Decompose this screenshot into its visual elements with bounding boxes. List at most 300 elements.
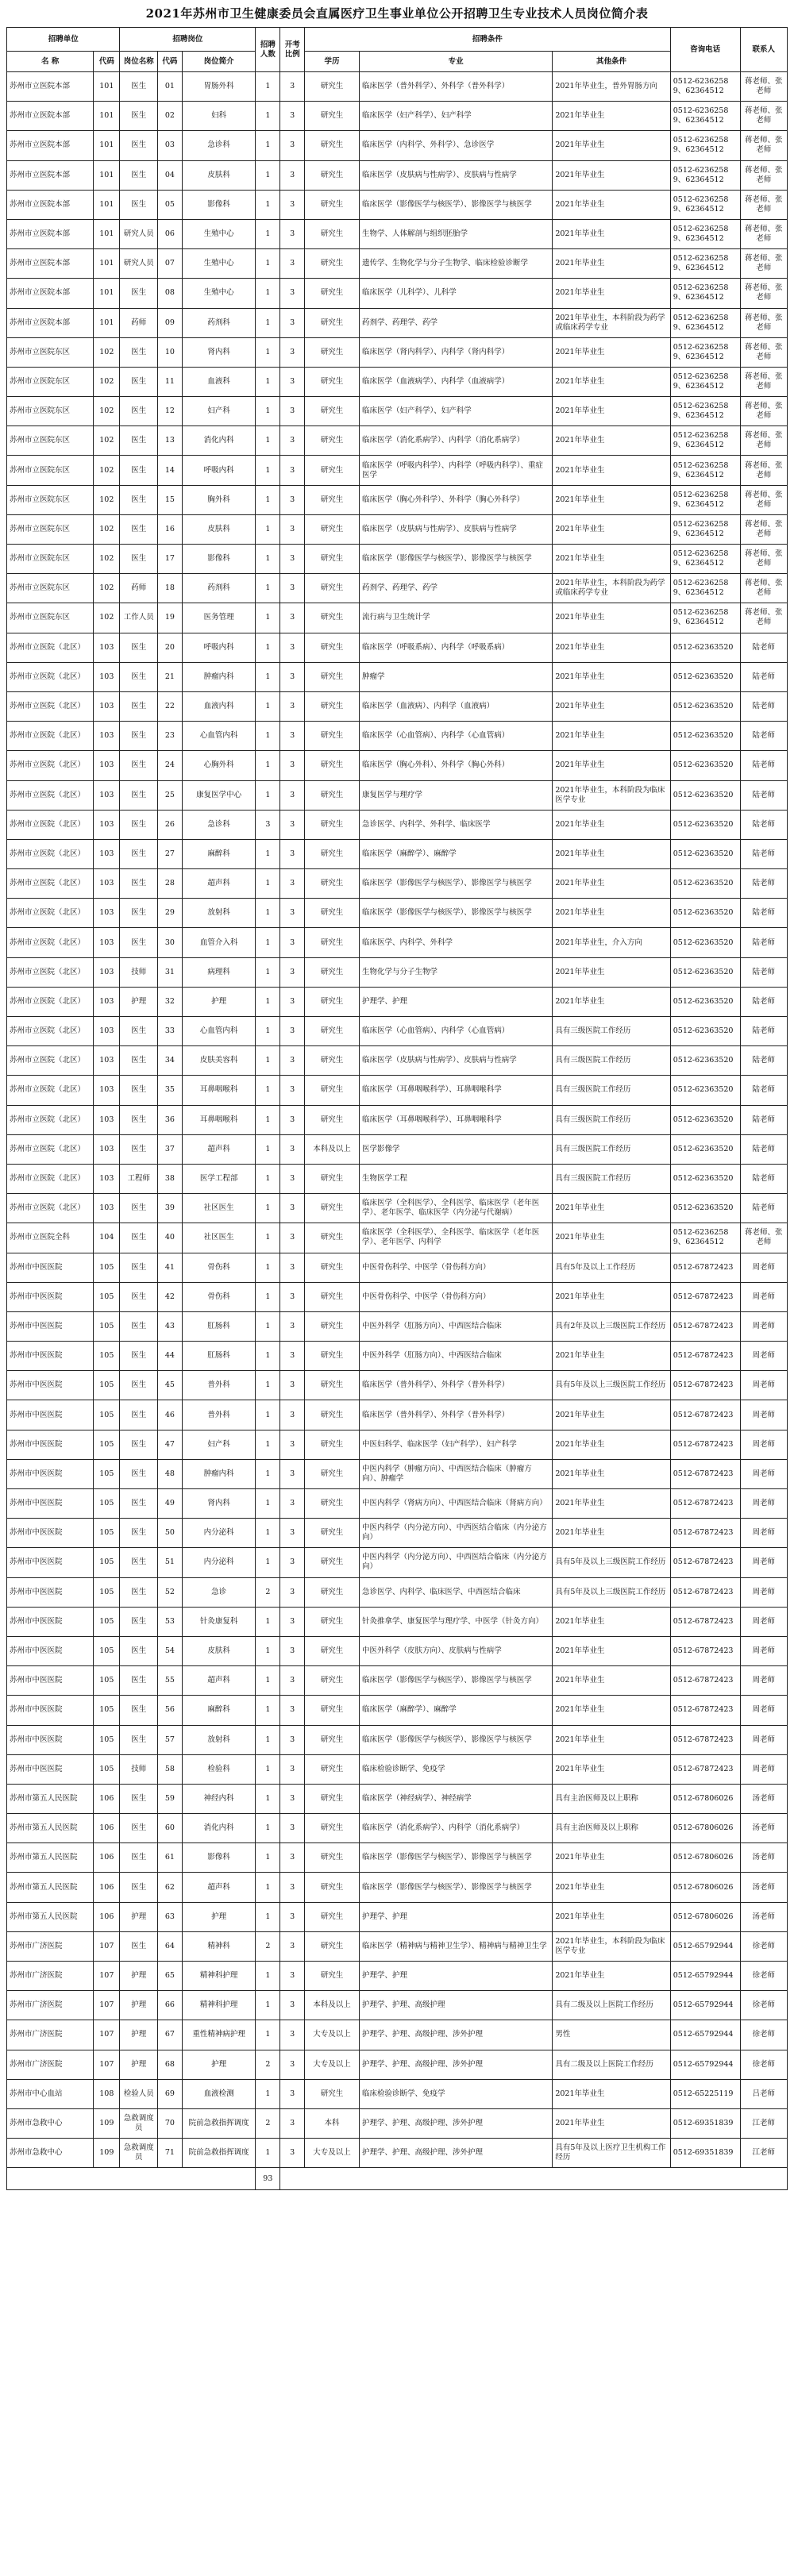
ratio-cell: 3 bbox=[280, 2020, 305, 2050]
major-cell: 急诊医学、内科学、外科学、临床医学 bbox=[359, 810, 552, 839]
contact-cell: 陆老师 bbox=[740, 780, 787, 810]
phone-cell: 0512-67872423 bbox=[670, 1636, 740, 1665]
major-cell: 临床医学（影像医学与核医学）、影像医学与核医学 bbox=[359, 545, 552, 574]
phone-cell: 0512-67806026 bbox=[670, 1784, 740, 1813]
degree-cell: 研究生 bbox=[305, 1017, 360, 1046]
ratio-cell: 3 bbox=[280, 2050, 305, 2079]
post-name-cell: 医生 bbox=[120, 1843, 157, 1873]
post-code-cell: 52 bbox=[157, 1577, 182, 1607]
major-cell: 临床医学（血液病学）、内科学（血液病学） bbox=[359, 367, 552, 396]
post-code-cell: 15 bbox=[157, 485, 182, 514]
ratio-cell: 3 bbox=[280, 1962, 305, 1991]
phone-cell: 0512-62362589、62364512 bbox=[670, 397, 740, 426]
unit-name-cell: 苏州市立医院（北区） bbox=[7, 780, 94, 810]
contact-cell: 陆老师 bbox=[740, 928, 787, 957]
phone-cell: 0512-69351839 bbox=[670, 2108, 740, 2138]
phone-cell: 0512-67872423 bbox=[670, 1430, 740, 1459]
major-cell: 中医骨伤科学、中医学（骨伤科方向） bbox=[359, 1282, 552, 1311]
post-name-cell: 医生 bbox=[120, 1548, 157, 1577]
num-cell: 1 bbox=[256, 308, 280, 337]
unit-code-cell: 106 bbox=[94, 1784, 120, 1813]
post-name-cell: 医生 bbox=[120, 545, 157, 574]
table-row bbox=[7, 987, 788, 1016]
unit-code-cell: 105 bbox=[94, 1371, 120, 1400]
degree-cell: 研究生 bbox=[305, 249, 360, 279]
major-cell: 临床医学（耳鼻咽喉科学）、耳鼻咽喉科学 bbox=[359, 1105, 552, 1134]
positions-table bbox=[6, 27, 788, 2190]
unit-code-cell: 106 bbox=[94, 1902, 120, 1931]
num-cell: 1 bbox=[256, 869, 280, 899]
post-desc-cell: 精神科护理 bbox=[182, 1991, 256, 2020]
major-cell: 中医内科学（肿瘤方向）、中西医结合临床（肿瘤方向）、肿瘤学 bbox=[359, 1459, 552, 1488]
header-unit-code: 代码 bbox=[94, 52, 120, 72]
ratio-cell: 3 bbox=[280, 456, 305, 485]
num-cell: 1 bbox=[256, 1725, 280, 1754]
phone-cell: 0512-62362589、62364512 bbox=[670, 308, 740, 337]
unit-name-cell: 苏州市立医院本部 bbox=[7, 308, 94, 337]
major-cell: 临床检验诊断学、免疫学 bbox=[359, 1754, 552, 1784]
contact-cell: 蒋老师、张老师 bbox=[740, 72, 787, 102]
post-name-cell: 医生 bbox=[120, 1696, 157, 1725]
other-cell: 2021年毕业生 bbox=[553, 1607, 670, 1636]
post-name-cell: 工作人员 bbox=[120, 603, 157, 633]
degree-cell: 研究生 bbox=[305, 691, 360, 721]
unit-name-cell: 苏州市中医医院 bbox=[7, 1577, 94, 1607]
post-code-cell: 14 bbox=[157, 456, 182, 485]
contact-cell: 徐老师 bbox=[740, 2020, 787, 2050]
ratio-cell: 3 bbox=[280, 2079, 305, 2108]
unit-code-cell: 105 bbox=[94, 1430, 120, 1459]
other-cell: 2021年毕业生 bbox=[553, 102, 670, 131]
ratio-cell: 3 bbox=[280, 1873, 305, 1902]
phone-cell: 0512-67872423 bbox=[670, 1725, 740, 1754]
post-code-cell: 47 bbox=[157, 1430, 182, 1459]
other-cell: 2021年毕业生 bbox=[553, 1843, 670, 1873]
degree-cell: 研究生 bbox=[305, 839, 360, 868]
post-name-cell: 医生 bbox=[120, 869, 157, 899]
ratio-cell: 3 bbox=[280, 810, 305, 839]
unit-name-cell: 苏州市立医院（北区） bbox=[7, 1076, 94, 1105]
unit-code-cell: 102 bbox=[94, 545, 120, 574]
post-code-cell: 22 bbox=[157, 691, 182, 721]
post-desc-cell: 精神科护理 bbox=[182, 1962, 256, 1991]
phone-cell: 0512-62362589、62364512 bbox=[670, 72, 740, 102]
unit-name-cell: 苏州市中医医院 bbox=[7, 1666, 94, 1696]
phone-cell: 0512-67872423 bbox=[670, 1696, 740, 1725]
post-name-cell: 护理 bbox=[120, 2020, 157, 2050]
ratio-cell: 3 bbox=[280, 1784, 305, 1813]
table-row bbox=[7, 1046, 788, 1076]
num-cell: 2 bbox=[256, 1931, 280, 1961]
post-code-cell: 56 bbox=[157, 1696, 182, 1725]
post-name-cell: 医生 bbox=[120, 1519, 157, 1548]
other-cell: 2021年毕业生 bbox=[553, 751, 670, 780]
contact-cell: 蒋老师、张老师 bbox=[740, 603, 787, 633]
unit-name-cell: 苏州市立医院（北区） bbox=[7, 928, 94, 957]
phone-cell: 0512-62362589、62364512 bbox=[670, 160, 740, 190]
contact-cell: 蒋老师、张老师 bbox=[740, 574, 787, 603]
num-cell: 1 bbox=[256, 397, 280, 426]
phone-cell: 0512-62363520 bbox=[670, 1076, 740, 1105]
post-desc-cell: 骨伤科 bbox=[182, 1282, 256, 1311]
other-cell: 具有三级医院工作经历 bbox=[553, 1046, 670, 1076]
other-cell: 2021年毕业生 bbox=[553, 279, 670, 308]
ratio-cell: 3 bbox=[280, 1814, 305, 1843]
num-cell: 1 bbox=[256, 1046, 280, 1076]
phone-cell: 0512-62363520 bbox=[670, 1046, 740, 1076]
unit-name-cell: 苏州市立医院（北区） bbox=[7, 662, 94, 691]
ratio-cell: 3 bbox=[280, 722, 305, 751]
num-cell: 1 bbox=[256, 1754, 280, 1784]
ratio-cell: 3 bbox=[280, 1991, 305, 2020]
num-cell: 1 bbox=[256, 691, 280, 721]
header-post-group: 招聘岗位 bbox=[120, 28, 256, 52]
major-cell: 临床医学（呼吸内科学）、内科学（呼吸内科学）、重症医学 bbox=[359, 456, 552, 485]
phone-cell: 0512-62362589、62364512 bbox=[670, 367, 740, 396]
num-cell: 1 bbox=[256, 1134, 280, 1164]
ratio-cell: 3 bbox=[280, 1754, 305, 1784]
major-cell: 护理学、护理、高级护理、涉外护理 bbox=[359, 2139, 552, 2168]
num-cell: 1 bbox=[256, 1371, 280, 1400]
unit-code-cell: 105 bbox=[94, 1400, 120, 1430]
degree-cell: 大专及以上 bbox=[305, 2139, 360, 2168]
major-cell: 生物医学工程 bbox=[359, 1164, 552, 1193]
post-name-cell: 医生 bbox=[120, 1134, 157, 1164]
table-row bbox=[7, 1519, 788, 1548]
unit-code-cell: 102 bbox=[94, 603, 120, 633]
ratio-cell: 3 bbox=[280, 279, 305, 308]
other-cell: 具有5年及以上三级医院工作经历 bbox=[553, 1577, 670, 1607]
post-desc-cell: 生殖中心 bbox=[182, 219, 256, 248]
degree-cell: 研究生 bbox=[305, 1962, 360, 1991]
contact-cell: 蒋老师、张老师 bbox=[740, 367, 787, 396]
ratio-cell: 3 bbox=[280, 426, 305, 456]
other-cell: 2021年毕业生 bbox=[553, 249, 670, 279]
ratio-cell: 3 bbox=[280, 131, 305, 160]
num-cell: 1 bbox=[256, 279, 280, 308]
contact-cell: 陆老师 bbox=[740, 1017, 787, 1046]
post-desc-cell: 妇产科 bbox=[182, 1430, 256, 1459]
table-row bbox=[7, 1311, 788, 1341]
post-code-cell: 36 bbox=[157, 1105, 182, 1134]
other-cell: 2021年毕业生 bbox=[553, 1666, 670, 1696]
contact-cell: 陆老师 bbox=[740, 869, 787, 899]
unit-code-cell: 103 bbox=[94, 928, 120, 957]
degree-cell: 研究生 bbox=[305, 1843, 360, 1873]
post-name-cell: 药师 bbox=[120, 308, 157, 337]
post-code-cell: 42 bbox=[157, 1282, 182, 1311]
post-name-cell: 医生 bbox=[120, 839, 157, 868]
table-row bbox=[7, 397, 788, 426]
post-desc-cell: 社区医生 bbox=[182, 1194, 256, 1223]
post-name-cell: 医生 bbox=[120, 1311, 157, 1341]
unit-name-cell: 苏州市立医院（北区） bbox=[7, 1164, 94, 1193]
post-desc-cell: 院前急救指挥调度 bbox=[182, 2139, 256, 2168]
table-row bbox=[7, 839, 788, 868]
num-cell: 1 bbox=[256, 1548, 280, 1577]
phone-cell: 0512-62363520 bbox=[670, 869, 740, 899]
unit-code-cell: 103 bbox=[94, 1105, 120, 1134]
other-cell: 2021年毕业生 bbox=[553, 1342, 670, 1371]
table-row bbox=[7, 160, 788, 190]
table-row bbox=[7, 279, 788, 308]
header-ratio: 开考比例 bbox=[280, 28, 305, 72]
contact-cell: 蒋老师、张老师 bbox=[740, 190, 787, 219]
table-row bbox=[7, 1400, 788, 1430]
other-cell: 具有5年及以上医疗卫生机构工作经历 bbox=[553, 2139, 670, 2168]
unit-code-cell: 105 bbox=[94, 1666, 120, 1696]
major-cell: 临床医学（儿科学）、儿科学 bbox=[359, 279, 552, 308]
num-cell: 1 bbox=[256, 1991, 280, 2020]
num-cell: 1 bbox=[256, 633, 280, 662]
unit-name-cell: 苏州市立医院东区 bbox=[7, 426, 94, 456]
ratio-cell: 3 bbox=[280, 1282, 305, 1311]
post-desc-cell: 神经内科 bbox=[182, 1784, 256, 1813]
post-name-cell: 医生 bbox=[120, 1607, 157, 1636]
table-row bbox=[7, 1076, 788, 1105]
other-cell: 2021年毕业生 bbox=[553, 514, 670, 544]
post-desc-cell: 麻醉科 bbox=[182, 839, 256, 868]
contact-cell: 周老师 bbox=[740, 1696, 787, 1725]
phone-cell: 0512-62362589、62364512 bbox=[670, 279, 740, 308]
major-cell: 中医内科学（内分泌方向）、中西医结合临床（内分泌方向） bbox=[359, 1519, 552, 1548]
table-row bbox=[7, 1282, 788, 1311]
major-cell: 临床医学（普外科学）、外科学（普外科学） bbox=[359, 72, 552, 102]
degree-cell: 研究生 bbox=[305, 219, 360, 248]
post-desc-cell: 影像科 bbox=[182, 190, 256, 219]
total-filler bbox=[280, 2168, 788, 2190]
contact-cell: 周老师 bbox=[740, 1607, 787, 1636]
post-code-cell: 41 bbox=[157, 1253, 182, 1282]
phone-cell: 0512-62363520 bbox=[670, 633, 740, 662]
num-cell: 1 bbox=[256, 722, 280, 751]
unit-code-cell: 103 bbox=[94, 1017, 120, 1046]
post-desc-cell: 血液内科 bbox=[182, 691, 256, 721]
post-desc-cell: 急诊科 bbox=[182, 810, 256, 839]
post-code-cell: 35 bbox=[157, 1076, 182, 1105]
num-cell: 2 bbox=[256, 2050, 280, 2079]
post-desc-cell: 呼吸内科 bbox=[182, 633, 256, 662]
unit-name-cell: 苏州市中医医院 bbox=[7, 1400, 94, 1430]
unit-code-cell: 102 bbox=[94, 574, 120, 603]
phone-cell: 0512-62363520 bbox=[670, 1194, 740, 1223]
num-cell: 2 bbox=[256, 2108, 280, 2138]
contact-cell: 周老师 bbox=[740, 1666, 787, 1696]
other-cell: 具有5年及以上工作经历 bbox=[553, 1253, 670, 1282]
post-code-cell: 48 bbox=[157, 1459, 182, 1488]
table-row bbox=[7, 957, 788, 987]
degree-cell: 研究生 bbox=[305, 1754, 360, 1784]
degree-cell: 研究生 bbox=[305, 1046, 360, 1076]
post-desc-cell: 血液检测 bbox=[182, 2079, 256, 2108]
major-cell: 临床医学（胸心外科学）、外科学（胸心外科学） bbox=[359, 485, 552, 514]
table-row bbox=[7, 928, 788, 957]
unit-code-cell: 101 bbox=[94, 131, 120, 160]
ratio-cell: 3 bbox=[280, 1931, 305, 1961]
unit-name-cell: 苏州市立医院本部 bbox=[7, 249, 94, 279]
unit-name-cell: 苏州市立医院本部 bbox=[7, 160, 94, 190]
post-desc-cell: 血管介入科 bbox=[182, 928, 256, 957]
other-cell: 具有三级医院工作经历 bbox=[553, 1017, 670, 1046]
major-cell: 临床医学（心血管病）、内科学（心血管病） bbox=[359, 1017, 552, 1046]
major-cell: 临床医学（肾内科学）、内科学（肾内科学） bbox=[359, 337, 552, 367]
degree-cell: 研究生 bbox=[305, 662, 360, 691]
num-cell: 1 bbox=[256, 1902, 280, 1931]
unit-code-cell: 104 bbox=[94, 1223, 120, 1253]
post-desc-cell: 放射科 bbox=[182, 1725, 256, 1754]
post-code-cell: 26 bbox=[157, 810, 182, 839]
post-name-cell: 医生 bbox=[120, 1666, 157, 1696]
major-cell: 肿瘤学 bbox=[359, 662, 552, 691]
other-cell: 2021年毕业生 bbox=[553, 160, 670, 190]
contact-cell: 周老师 bbox=[740, 1489, 787, 1519]
unit-name-cell: 苏州市急救中心 bbox=[7, 2139, 94, 2168]
num-cell: 1 bbox=[256, 367, 280, 396]
degree-cell: 研究生 bbox=[305, 426, 360, 456]
degree-cell: 研究生 bbox=[305, 1164, 360, 1193]
phone-cell: 0512-62363520 bbox=[670, 1017, 740, 1046]
header-unit-name: 名 称 bbox=[7, 52, 94, 72]
ratio-cell: 3 bbox=[280, 485, 305, 514]
phone-cell: 0512-67806026 bbox=[670, 1902, 740, 1931]
post-name-cell: 护理 bbox=[120, 1962, 157, 1991]
header-num: 招聘人数 bbox=[256, 28, 280, 72]
other-cell: 2021年毕业生 bbox=[553, 2108, 670, 2138]
other-cell: 2021年毕业生 bbox=[553, 1223, 670, 1253]
phone-cell: 0512-62363520 bbox=[670, 662, 740, 691]
unit-code-cell: 105 bbox=[94, 1548, 120, 1577]
num-cell: 1 bbox=[256, 662, 280, 691]
major-cell: 护理学、护理、高级护理、涉外护理 bbox=[359, 2050, 552, 2079]
ratio-cell: 3 bbox=[280, 1371, 305, 1400]
post-desc-cell: 生殖中心 bbox=[182, 249, 256, 279]
num-cell: 1 bbox=[256, 957, 280, 987]
post-code-cell: 16 bbox=[157, 514, 182, 544]
post-desc-cell: 精神科 bbox=[182, 1931, 256, 1961]
post-name-cell: 护理 bbox=[120, 2050, 157, 2079]
other-cell: 具有三级医院工作经历 bbox=[553, 1076, 670, 1105]
major-cell: 临床医学（呼吸系病）、内科学（呼吸系病） bbox=[359, 633, 552, 662]
unit-name-cell: 苏州市立医院本部 bbox=[7, 72, 94, 102]
phone-cell: 0512-65792944 bbox=[670, 1991, 740, 2020]
ratio-cell: 3 bbox=[280, 1459, 305, 1488]
other-cell: 2021年毕业生 bbox=[553, 899, 670, 928]
unit-name-cell: 苏州市第五人民医院 bbox=[7, 1843, 94, 1873]
num-cell: 1 bbox=[256, 249, 280, 279]
table-row bbox=[7, 1489, 788, 1519]
contact-cell: 蒋老师、张老师 bbox=[740, 337, 787, 367]
degree-cell: 研究生 bbox=[305, 574, 360, 603]
post-code-cell: 34 bbox=[157, 1046, 182, 1076]
post-name-cell: 医生 bbox=[120, 810, 157, 839]
contact-cell: 周老师 bbox=[740, 1577, 787, 1607]
unit-code-cell: 101 bbox=[94, 308, 120, 337]
table-row bbox=[7, 514, 788, 544]
major-cell: 流行病与卫生统计学 bbox=[359, 603, 552, 633]
post-desc-cell: 医务管理 bbox=[182, 603, 256, 633]
contact-cell: 周老师 bbox=[740, 1548, 787, 1577]
post-desc-cell: 重性精神病护理 bbox=[182, 2020, 256, 2050]
ratio-cell: 3 bbox=[280, 219, 305, 248]
other-cell: 2021年毕业生 bbox=[553, 337, 670, 367]
other-cell: 2021年毕业生 bbox=[553, 545, 670, 574]
major-cell: 中医外科学（肛肠方向）、中西医结合临床 bbox=[359, 1342, 552, 1371]
phone-cell: 0512-62363520 bbox=[670, 1134, 740, 1164]
unit-code-cell: 103 bbox=[94, 1076, 120, 1105]
post-desc-cell: 消化内科 bbox=[182, 1814, 256, 1843]
table-row bbox=[7, 1607, 788, 1636]
unit-code-cell: 101 bbox=[94, 102, 120, 131]
num-cell: 1 bbox=[256, 1873, 280, 1902]
unit-name-cell: 苏州市立医院（北区） bbox=[7, 810, 94, 839]
major-cell: 临床医学（消化系病学）、内科学（消化系病学） bbox=[359, 426, 552, 456]
major-cell: 临床医学（影像医学与核医学）、影像医学与核医学 bbox=[359, 899, 552, 928]
post-code-cell: 11 bbox=[157, 367, 182, 396]
unit-code-cell: 102 bbox=[94, 514, 120, 544]
num-cell: 1 bbox=[256, 219, 280, 248]
major-cell: 临床医学、内科学、外科学 bbox=[359, 928, 552, 957]
unit-name-cell: 苏州市立医院（北区） bbox=[7, 1194, 94, 1223]
unit-code-cell: 106 bbox=[94, 1843, 120, 1873]
table-row bbox=[7, 810, 788, 839]
contact-cell: 蒋老师、张老师 bbox=[740, 308, 787, 337]
degree-cell: 研究生 bbox=[305, 545, 360, 574]
num-cell: 1 bbox=[256, 1814, 280, 1843]
unit-name-cell: 苏州市中医医院 bbox=[7, 1696, 94, 1725]
post-name-cell: 医生 bbox=[120, 780, 157, 810]
contact-cell: 陆老师 bbox=[740, 1105, 787, 1134]
ratio-cell: 3 bbox=[280, 780, 305, 810]
post-desc-cell: 肛肠科 bbox=[182, 1342, 256, 1371]
unit-code-cell: 103 bbox=[94, 957, 120, 987]
post-name-cell: 护理 bbox=[120, 1991, 157, 2020]
contact-cell: 陆老师 bbox=[740, 751, 787, 780]
post-code-cell: 43 bbox=[157, 1311, 182, 1341]
post-code-cell: 45 bbox=[157, 1371, 182, 1400]
other-cell: 具有主治医师及以上职称 bbox=[553, 1814, 670, 1843]
header-other: 其他条件 bbox=[553, 52, 670, 72]
ratio-cell: 3 bbox=[280, 1105, 305, 1134]
degree-cell: 研究生 bbox=[305, 485, 360, 514]
phone-cell: 0512-65792944 bbox=[670, 2050, 740, 2079]
phone-cell: 0512-62362589、62364512 bbox=[670, 574, 740, 603]
ratio-cell: 3 bbox=[280, 1046, 305, 1076]
degree-cell: 研究生 bbox=[305, 780, 360, 810]
unit-code-cell: 102 bbox=[94, 337, 120, 367]
ratio-cell: 3 bbox=[280, 574, 305, 603]
header-phone: 咨询电话 bbox=[670, 28, 740, 72]
post-desc-cell: 心血管内科 bbox=[182, 1017, 256, 1046]
num-cell: 1 bbox=[256, 456, 280, 485]
total-label bbox=[7, 2168, 256, 2190]
major-cell: 临床医学（皮肤病与性病学）、皮肤病与性病学 bbox=[359, 160, 552, 190]
num-cell: 1 bbox=[256, 1430, 280, 1459]
other-cell: 具有5年及以上三级医院工作经历 bbox=[553, 1371, 670, 1400]
table-row bbox=[7, 1164, 788, 1193]
num-cell: 1 bbox=[256, 1400, 280, 1430]
ratio-cell: 3 bbox=[280, 899, 305, 928]
ratio-cell: 3 bbox=[280, 72, 305, 102]
degree-cell: 研究生 bbox=[305, 1784, 360, 1813]
unit-code-cell: 105 bbox=[94, 1282, 120, 1311]
other-cell: 2021年毕业生，本科阶段为临床医学专业 bbox=[553, 1931, 670, 1961]
degree-cell: 研究生 bbox=[305, 1253, 360, 1282]
post-name-cell: 工程师 bbox=[120, 1164, 157, 1193]
table-row bbox=[7, 102, 788, 131]
unit-code-cell: 102 bbox=[94, 367, 120, 396]
post-name-cell: 医生 bbox=[120, 426, 157, 456]
other-cell: 2021年毕业生 bbox=[553, 397, 670, 426]
